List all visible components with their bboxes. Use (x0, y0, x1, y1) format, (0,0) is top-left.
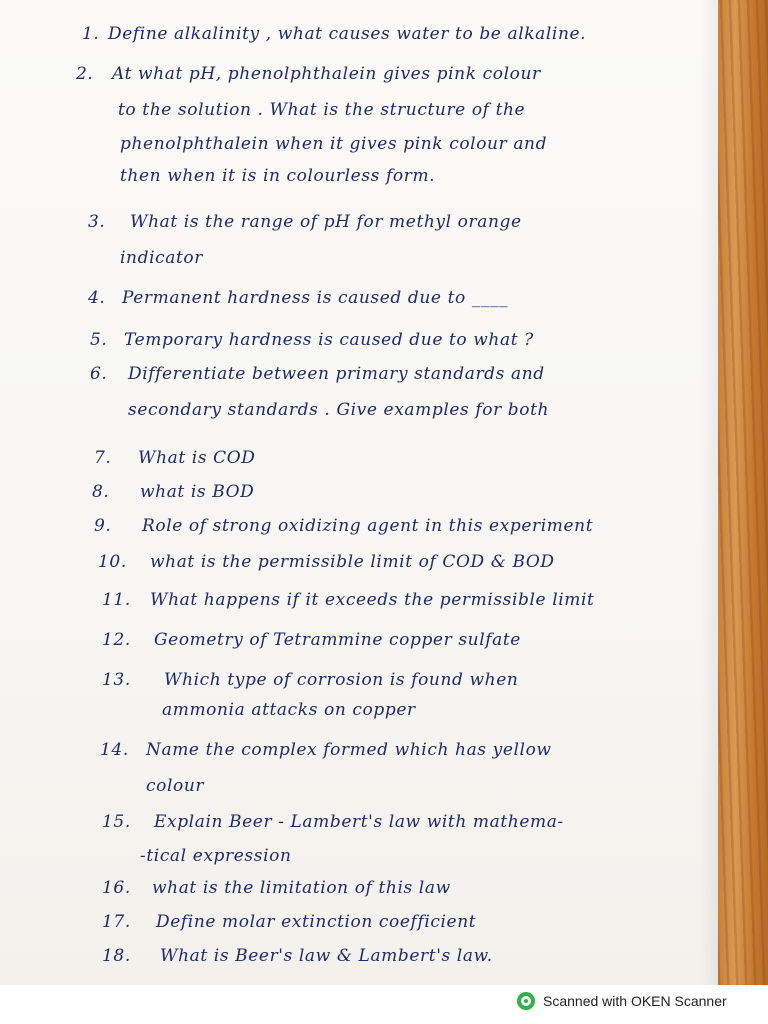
question-text: Define molar extinction coefficient (156, 912, 477, 932)
question-text: secondary standards . Give examples for both (128, 400, 550, 420)
question-text: Which type of corrosion is found when (164, 670, 519, 690)
question-text: what is the permissible limit of COD & BOD (150, 552, 555, 572)
question-text: What is the range of pH for methyl orange (130, 212, 522, 232)
question-number: 3. (88, 212, 106, 232)
question-text: What happens if it exceeds the permissible limit (150, 590, 595, 610)
question-number: 14. (100, 740, 129, 760)
question-number: 12. (102, 630, 131, 650)
question-number: 8. (92, 482, 110, 502)
question-number: 1. (82, 24, 100, 44)
question-number: 11. (102, 590, 131, 610)
question-number: 2. (76, 64, 94, 84)
question-text: At what pH, phenolphthalein gives pink colour (112, 64, 541, 84)
question-number: 17. (102, 912, 131, 932)
question-text: -tical expression (140, 846, 292, 866)
question-text: Name the complex formed which has yellow (146, 740, 552, 760)
question-text: what is the limitation of this law (152, 878, 451, 898)
question-text: Geometry of Tetrammine copper sulfate (154, 630, 521, 650)
wooden-table-edge (718, 0, 768, 985)
question-text: Differentiate between primary standards and (128, 364, 545, 384)
question-text: phenolphthalein when it gives pink colour and (120, 134, 548, 154)
question-text: to the solution . What is the structure of the (118, 100, 526, 120)
question-number: 7. (94, 448, 112, 468)
question-text: colour (146, 776, 205, 796)
question-number: 9. (94, 516, 112, 536)
question-text: what is BOD (140, 482, 255, 502)
scanner-watermark (517, 991, 727, 1011)
question-number: 10. (98, 552, 127, 572)
question-number: 13. (102, 670, 131, 690)
question-text: ammonia attacks on copper (162, 700, 416, 720)
question-number: 5. (90, 330, 108, 350)
oken-scanner-logo-icon (517, 992, 535, 1010)
question-text: Explain Beer - Lambert's law with mathema- (154, 812, 564, 832)
question-text: then when it is in colourless form. (120, 166, 436, 186)
question-text: What is Beer's law & Lambert's law. (160, 946, 493, 966)
question-number: 4. (88, 288, 106, 308)
question-number: 15. (102, 812, 131, 832)
question-number: 6. (90, 364, 108, 384)
question-text: indicator (120, 248, 203, 268)
question-number: 18. (102, 946, 131, 966)
question-text: Temporary hardness is caused due to what ? (124, 330, 534, 350)
question-number: 16. (102, 878, 131, 898)
question-text: Permanent hardness is caused due to ____ (122, 288, 509, 308)
question-text: What is COD (138, 448, 256, 468)
scanner-label: Scanned with OKEN Scanner (543, 993, 727, 1009)
question-text: Role of strong oxidizing agent in this experiment (142, 516, 594, 536)
question-text: Define alkalinity , what causes water to be alkaline. (108, 24, 587, 44)
